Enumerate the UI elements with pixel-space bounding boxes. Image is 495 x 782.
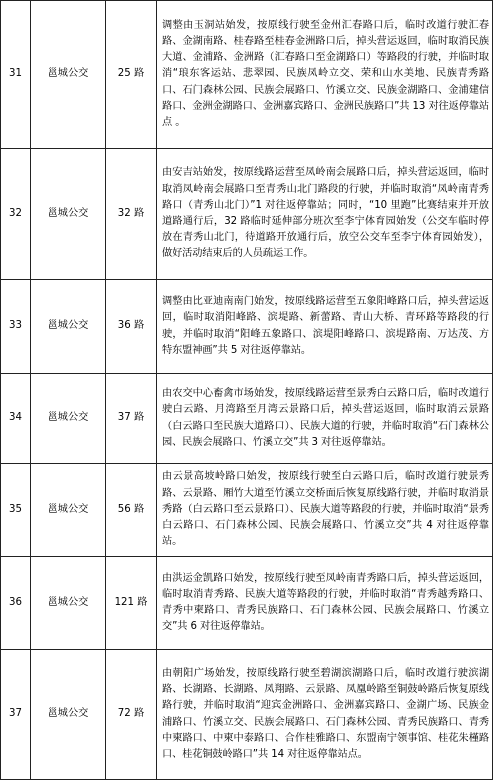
table-row (1, 374, 493, 464)
route-cell: 121 路 (106, 557, 157, 650)
route-cell: 32 路 (106, 149, 157, 280)
table-row (1, 280, 493, 374)
company-cell: 邕城公交 (31, 374, 106, 464)
company-cell: 邕城公交 (31, 149, 106, 280)
table-row (1, 650, 493, 780)
description-cell: 由安吉站始发，按原线路运营至凤岭南会展路口后，掉头营运返回，临时取消凤岭南会展路口至青秀山北门路段的行驶，并临时取消“凤岭南青秀路口（青秀山北门）”1 对往返停靠站；同时，“10 里跑”比赛结束并开放道路通行后，32 路临时延伸部分班次至李宁体育园始发（公交车临时停放在青秀山北门，待道路开放通行后，放空公交车至李宁体育园始发），做好活动结束后的人员疏运工作。 (157, 149, 493, 280)
company-cell: 邕城公交 (31, 280, 106, 374)
row-number: 36 (1, 557, 31, 650)
company-cell: 邕城公交 (31, 557, 106, 650)
description-cell: 调整由玉洞站始发，按原线行驶至金州汇春路口后，临时改道行驶汇春路、金湖南路、桂春路至桂春金洲路口后，掉头营运返回，临时取消民族大道、金浦路、金洲路（汇春路口至金湖路口）等路段的行驶，并临时取消“琅东客运站、悲翠园、民族凤岭立交、荣和山水美地、民族青秀路口、石门森林公园、民族会展路口、竹溪立交、民族金湖路口、金浦建信路口、金洲金湖路口、金洲嘉宾路口、金洲民族路口”共 13 对往返停靠站点 。 (157, 1, 493, 149)
route-cell: 36 路 (106, 280, 157, 374)
company-cell: 邕城公交 (31, 1, 106, 149)
company-cell: 邕城公交 (31, 650, 106, 780)
route-cell: 56 路 (106, 464, 157, 557)
table-row (1, 557, 493, 650)
row-number: 33 (1, 280, 31, 374)
row-number: 31 (1, 1, 31, 149)
row-number: 34 (1, 374, 31, 464)
description-cell: 调整由比亚迪南南门始发，按原线路运营至五象阳峰路口后，掉头营运返回，临时取消阳峰路、滨堤路、新蕾路、青山大桥、青环路等路段的行驶，并临时取消“阳峰五象路口、滨堤阳峰路口、滨堤路南、万达茂、方特东盟神画”共 5 对往返停靠站。 (157, 280, 493, 374)
row-number: 35 (1, 464, 31, 557)
route-cell: 37 路 (106, 374, 157, 464)
table-row (1, 464, 493, 557)
table-row (1, 149, 493, 280)
row-number: 32 (1, 149, 31, 280)
description-cell: 由朝阳广场始发，按原线路行驶至碧湖滨湖路口后，临时改道行驶滨湖路、长湖路、长湖路、凤翔路、云景路、凤凰岭路至铜鼓岭路后恢复原线路行驶，并临时取消“迎宾金洲路口、金洲嘉宾路口、金湖广场、民族金浦路口、竹溪立交、民族会展路口、石门森林公园、青秀民族路口、青秀中柬路口、中柬中泰路口、合作桂雅路口、东盟南宁领事馆、桂花朱槿路口、桂花铜鼓岭路口”共 14 对往返停靠站点。 (157, 650, 493, 780)
route-cell: 72 路 (106, 650, 157, 780)
company-cell: 邕城公交 (31, 464, 106, 557)
description-cell: 由洪运金凯路口始发，按原线行驶至凤岭南青秀路口后，掉头营运返回，临时取消青秀路、民族大道等路段的行驶，并临时取消“青秀越秀路口、青秀中柬路口、青秀民族路口、石门森林公园、民族会展路口、竹溪立交”共 6 对往返停靠站。 (157, 557, 493, 650)
description-cell: 由云景高坡岭路口始发，按原线行驶至白云路口后，临时改道行驶景秀路、云景路、厢竹大道至竹溪立交桥面后恢复原线路行驶，并临时取消景秀路（白云路口至云景路口）、民族大道等路段的行驶，并临时取消“景秀白云路口、石门森林公园、民族会展路口、竹溪立交”共 4 对往返停靠站。 (157, 464, 493, 557)
route-cell: 25 路 (106, 1, 157, 149)
table-row (1, 1, 493, 149)
description-cell: 由农交中心畜禽市场始发，按原线路运营至景秀白云路口后，临时改道行驶白云路、月湾路至月湾云景路口后，掉头营运返回，临时取消云景路（白云路口至民族大道路口）、民族大道的行驶，并临时取消“石门森林公园、民族会展路口、竹溪立交”共 3 对往返停靠站。 (157, 374, 493, 464)
row-number: 37 (1, 650, 31, 780)
